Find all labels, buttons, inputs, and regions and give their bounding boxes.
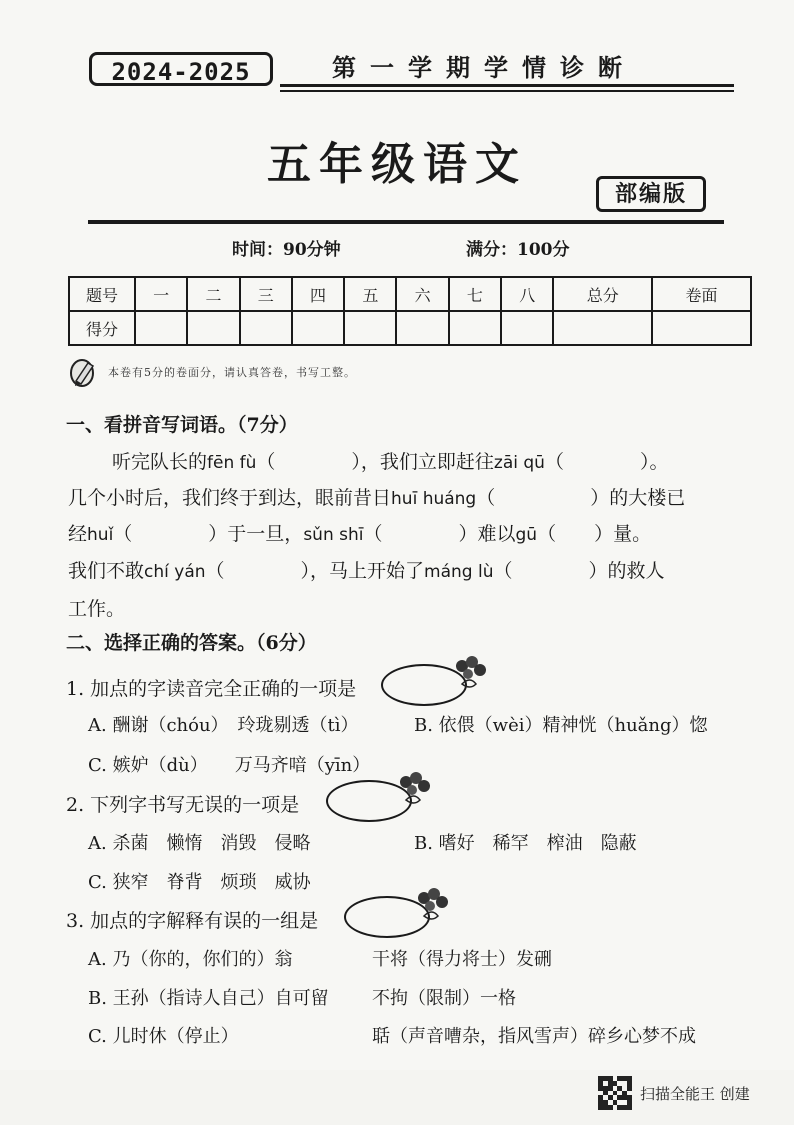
score-col-4: 四	[292, 277, 344, 311]
edition-badge: 部编版	[596, 176, 706, 212]
q3-option-b-2: 不拘（限制）一格	[372, 988, 516, 1009]
q2-option-c[interactable]: C. 狭窄 脊背 烦琐 威协	[88, 872, 311, 893]
s1-line-5: 工作。	[68, 598, 126, 620]
score-cell[interactable]	[449, 311, 501, 345]
s1-line-4	[68, 556, 665, 583]
year-label: 2024-2025	[89, 52, 273, 86]
scanner-credit: 扫描全能王 创建	[640, 1084, 750, 1103]
s1-pinyin: sǔn shī	[303, 525, 364, 545]
score-table-score-row	[69, 311, 751, 345]
q3-option-a-1[interactable]: A. 乃（你的，你们的）翁	[88, 949, 293, 970]
q3-option-c-1[interactable]: C. 儿时休（停止）	[88, 1026, 239, 1047]
question-3: 3. 加点的字解释有误的一组是	[66, 910, 319, 932]
score-table-header-row	[69, 277, 751, 311]
flower-icon	[410, 886, 454, 926]
q1-option-c[interactable]: C. 嫉妒（dù） 万马齐喑（yīn）	[88, 755, 371, 776]
q2-option-a[interactable]: A. 杀菌 懒惰 消毁 侵略	[88, 833, 311, 854]
flower-icon	[392, 770, 436, 810]
score-cell[interactable]	[396, 311, 448, 345]
time-info: 时间：90分钟	[232, 240, 341, 260]
section-2-title: 二、选择正确的答案。（6分）	[66, 632, 317, 654]
score-col-2: 二	[187, 277, 239, 311]
s1-text: （ ）于一旦，	[113, 523, 304, 545]
question-1: 1. 加点的字读音完全正确的一项是	[66, 678, 357, 700]
score-col-total: 总分	[553, 277, 652, 311]
s1-text: （ ），我们立即赶往	[256, 451, 494, 473]
s1-text: 经	[68, 523, 88, 545]
s1-text: （ ），马上开始了	[205, 560, 425, 582]
term-label: 第一学期学情诊断	[332, 53, 636, 82]
score-cell[interactable]	[292, 311, 344, 345]
score-cell[interactable]	[187, 311, 239, 345]
score-col-7: 七	[449, 277, 501, 311]
header-rule-bottom	[280, 90, 734, 92]
full-score-info: 满分：100分	[466, 240, 570, 260]
s1-line-2	[68, 483, 685, 510]
score-col-1: 一	[135, 277, 187, 311]
s1-line-1	[112, 447, 668, 474]
score-col-3: 三	[240, 277, 292, 311]
scanner-footer	[598, 1075, 750, 1111]
s1-text: 听完队长的	[112, 451, 208, 473]
s1-text: （ ）。	[544, 451, 669, 473]
q3-option-b-1[interactable]: B. 王孙（指诗人自己）自可留	[88, 988, 329, 1009]
q1-option-b[interactable]: B. 依偎（wèi）精神恍（huǎng）惚	[414, 715, 708, 736]
qr-code-icon	[598, 1076, 632, 1110]
score-cell[interactable]	[240, 311, 292, 345]
q3-option-a-2: 干将（得力将士）发硎	[372, 949, 552, 970]
header-rule-top	[280, 84, 734, 87]
s1-text: （ ）的大楼已	[476, 487, 686, 509]
q2-option-b[interactable]: B. 嗜好 稀罕 榨油 隐蔽	[414, 833, 637, 854]
s1-pinyin: chí yán	[144, 562, 206, 582]
s1-pinyin: máng lù	[424, 562, 494, 582]
score-cell[interactable]	[501, 311, 553, 345]
s1-text: （ ）难以	[363, 523, 516, 545]
s1-text: 几个小时后，我们终于到达，眼前昔日	[68, 487, 392, 509]
s1-pinyin: zāi qū	[493, 453, 545, 473]
s1-text: 我们不敢	[68, 560, 145, 582]
score-col-neatness: 卷面	[652, 277, 751, 311]
question-2: 2. 下列字书写无误的一项是	[66, 794, 300, 816]
flower-icon	[448, 654, 492, 694]
score-col-6: 六	[396, 277, 448, 311]
s1-pinyin: fēn fù	[207, 453, 257, 473]
q1-option-a[interactable]: A. 酬谢（chóu） 玲珑剔透（tì）	[88, 715, 359, 736]
score-col-5: 五	[344, 277, 396, 311]
s1-text: （ ）量。	[537, 523, 652, 545]
s1-text: （ ）的救人	[493, 560, 665, 582]
s1-pinyin: gū	[515, 525, 538, 545]
score-table-row-label: 得分	[69, 311, 135, 345]
score-table-header-label: 题号	[69, 277, 135, 311]
score-col-8: 八	[501, 277, 553, 311]
s1-pinyin: huī huáng	[391, 489, 477, 509]
neatness-note: 本卷有5分的卷面分，请认真答卷，书写工整。	[108, 366, 356, 379]
score-cell[interactable]	[344, 311, 396, 345]
s1-line-3	[68, 519, 651, 546]
score-cell[interactable]	[553, 311, 652, 345]
score-cell[interactable]	[135, 311, 187, 345]
title-rule	[88, 220, 724, 224]
section-1-title: 一、看拼音写词语。（7分）	[66, 414, 298, 436]
pencil-icon	[68, 355, 100, 389]
score-cell[interactable]	[652, 311, 751, 345]
q3-option-c-2: 聒（声音嘈杂，指风雪声）碎乡心梦不成	[372, 1026, 696, 1047]
score-table	[68, 276, 752, 346]
s1-pinyin: huǐ	[87, 525, 114, 545]
page-title: 五年级语文	[267, 139, 527, 190]
